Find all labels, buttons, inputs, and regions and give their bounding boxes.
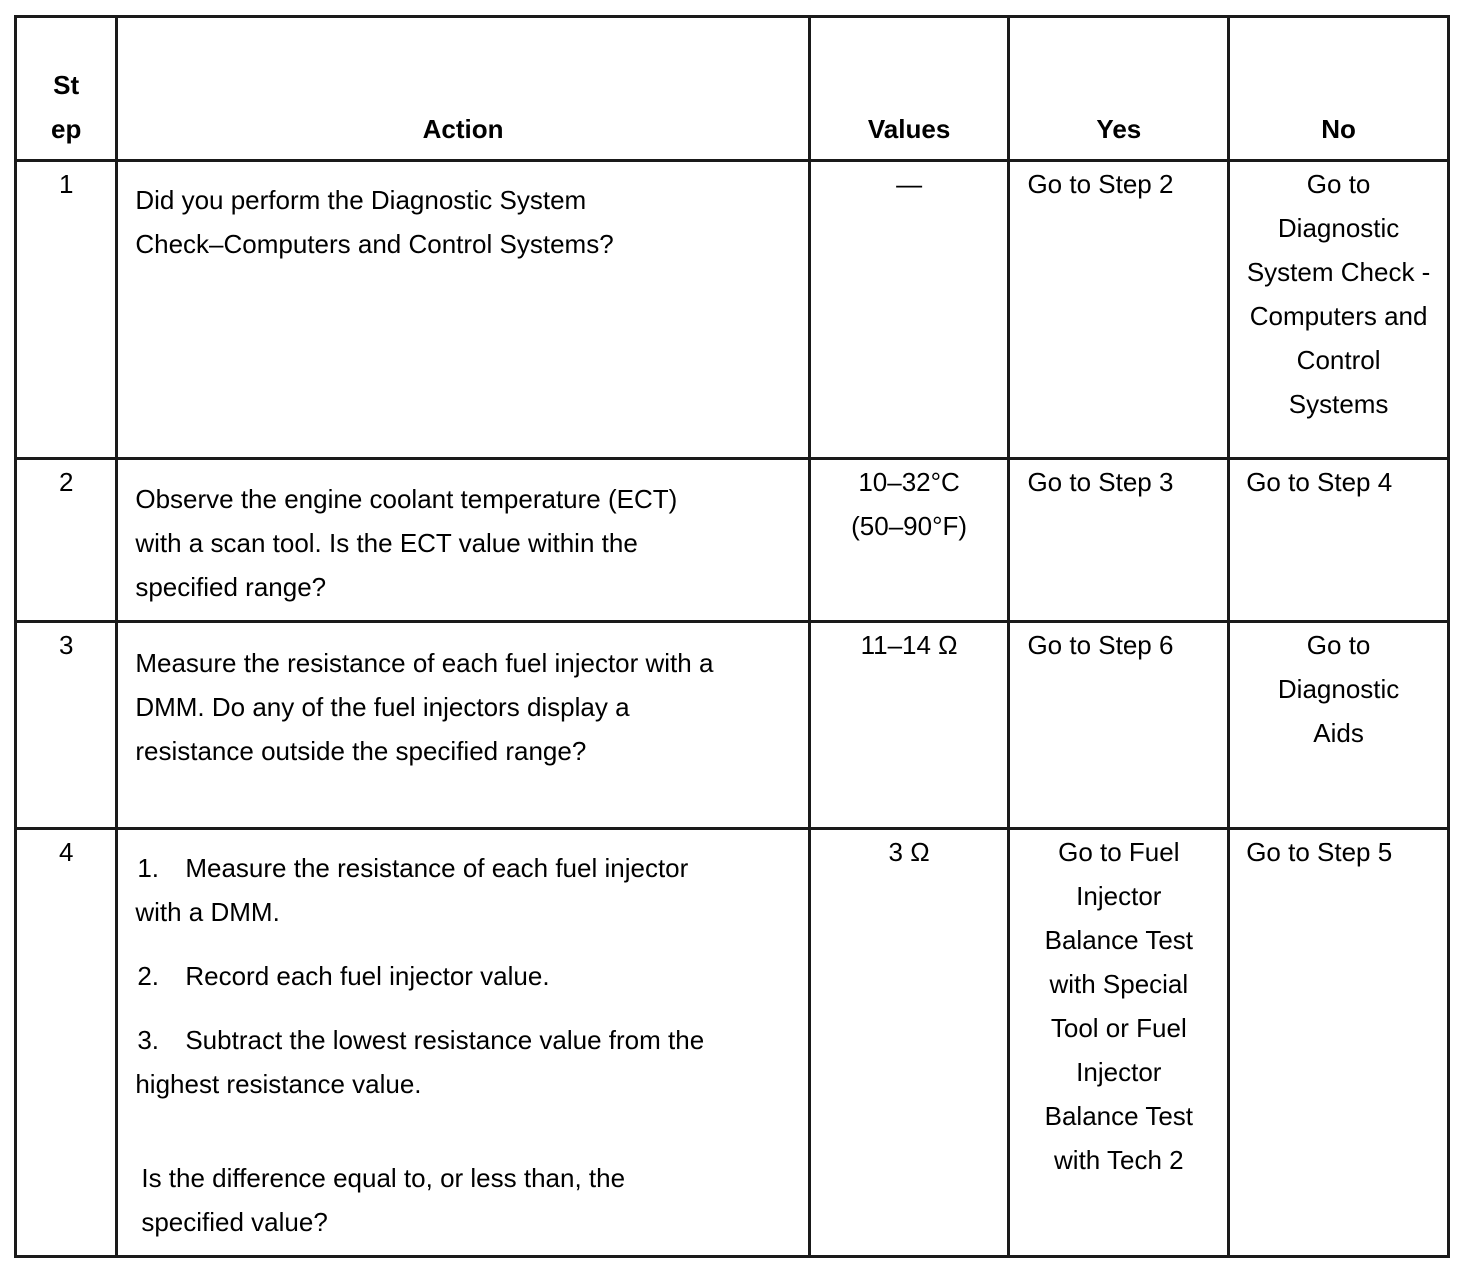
value-cell: — [809, 161, 1009, 459]
diagnostic-table [14, 15, 1450, 1258]
step-number: 3 [16, 622, 117, 829]
action-step-text: Measure the resistance of each fuel injector with a DMM. [135, 853, 689, 927]
header-action: Action [117, 17, 809, 161]
yes-cell: Go to Step 3 [1009, 459, 1229, 622]
value-cell: 11–14 Ω [809, 622, 1009, 829]
no-cell-content: Go to Diagnostic Aids [1277, 630, 1400, 748]
yes-cell-content: Go to Fuel Injector Balance Test with Special Tool or Fuel Injector Balance Test with Tech 2 [1044, 837, 1194, 1175]
action-step-number: 2. [137, 961, 160, 991]
table-row [16, 622, 1449, 829]
table-row [16, 459, 1449, 622]
yes-cell: Go to Step 6 [1009, 622, 1229, 829]
action-step-item [135, 1018, 705, 1106]
action-step-number: 3. [137, 1025, 160, 1055]
action-text [117, 829, 809, 1257]
action-step-item [135, 954, 725, 998]
step-number: 1 [16, 161, 117, 459]
no-cell [1229, 622, 1449, 829]
action-text [117, 459, 809, 622]
no-cell-content: Go to Diagnostic System Check - Computers and Control Systems [1246, 169, 1431, 419]
action-text-content: Observe the engine coolant temperature (ECT) with a scan tool. Is the ECT value within the specified range? [135, 484, 678, 602]
header-yes: Yes [1009, 17, 1229, 161]
step-number: 4 [16, 829, 117, 1257]
no-cell [1229, 161, 1449, 459]
action-text-content: Measure the resistance of each fuel injector with a DMM. Do any of the fuel injectors display a resistance outside the specified range? [135, 648, 714, 766]
action-text [117, 622, 809, 829]
header-step-label: St ep [51, 70, 82, 144]
header-step [16, 17, 117, 161]
yes-cell: Go to Step 2 [1009, 161, 1229, 459]
yes-cell [1009, 829, 1229, 1257]
action-question: Is the difference equal to, or less than, the specified value? [141, 1163, 626, 1237]
action-step-text: Subtract the lowest resistance value from the highest resistance value. [135, 1025, 705, 1099]
action-text-content: Did you perform the Diagnostic System Check–Computers and Control Systems? [135, 185, 614, 259]
table-row [16, 161, 1449, 459]
no-cell: Go to Step 4 [1229, 459, 1449, 622]
value-cell-content: 10–32°C (50–90°F) [851, 467, 968, 541]
table-row [16, 829, 1449, 1257]
header-row [16, 17, 1449, 161]
action-step-text: Record each fuel injector value. [185, 961, 550, 991]
action-step-number: 1. [137, 853, 160, 883]
no-cell: Go to Step 5 [1229, 829, 1449, 1257]
value-cell [809, 459, 1009, 622]
action-text [117, 161, 809, 459]
header-values: Values [809, 17, 1009, 161]
value-cell: 3 Ω [809, 829, 1009, 1257]
step-number: 2 [16, 459, 117, 622]
action-step-item [135, 846, 725, 934]
header-no: No [1229, 17, 1449, 161]
